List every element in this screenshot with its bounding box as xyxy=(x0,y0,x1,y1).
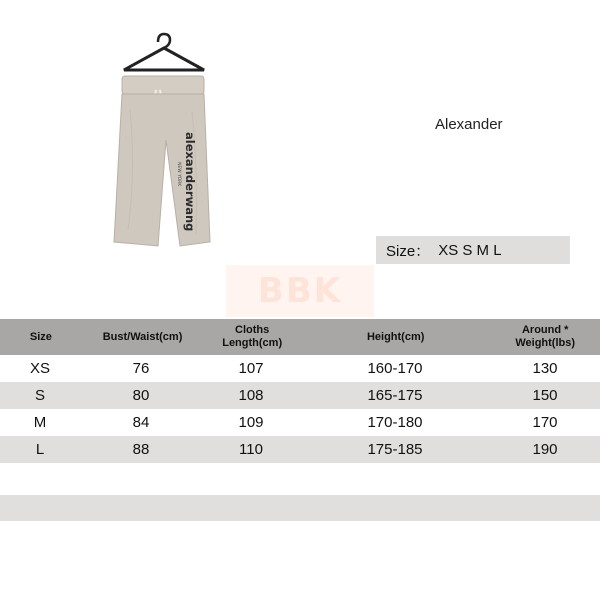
header-bust-waist: Bust/Waist(cm) xyxy=(102,330,183,343)
header-height: Height(cm) xyxy=(366,330,425,343)
cell-bust-waist: 76 xyxy=(132,360,150,377)
cell-weight: 130 xyxy=(532,360,558,377)
cell-height: 165-175 xyxy=(367,387,423,404)
cell-bust-waist: 80 xyxy=(132,387,150,404)
table-row xyxy=(0,436,600,463)
cell-length: 110 xyxy=(239,441,263,458)
cell-weight: 150 xyxy=(532,387,558,404)
header-weight-line2: Weight(lbs) xyxy=(515,337,576,349)
size-availability-band xyxy=(376,236,570,264)
cell-weight: 190 xyxy=(532,441,558,458)
header-weight-line1: Around * xyxy=(521,324,569,336)
size-chart-table xyxy=(0,319,600,463)
pants-print-subtext: NEW YORK xyxy=(176,162,181,187)
cell-bust-waist: 84 xyxy=(132,414,150,431)
watermark-logo: BBK xyxy=(226,265,374,317)
table-row xyxy=(0,382,600,409)
table-row xyxy=(0,355,600,382)
cell-size: XS xyxy=(29,360,50,377)
header-size: Size xyxy=(29,330,52,343)
table-row xyxy=(0,409,600,436)
cell-weight: 170 xyxy=(532,414,558,431)
cell-length: 107 xyxy=(238,360,264,377)
cell-height: 170-180 xyxy=(367,414,423,431)
cell-bust-waist: 88 xyxy=(132,441,150,458)
hanger-bar xyxy=(124,48,204,70)
cell-length: 109 xyxy=(238,414,264,431)
cell-size: M xyxy=(33,414,47,431)
header-cloths-length xyxy=(203,324,301,350)
cell-height: 160-170 xyxy=(367,360,423,377)
product-image xyxy=(100,20,230,260)
size-label: Size： xyxy=(386,242,431,260)
brand-name: Alexander xyxy=(435,116,503,133)
pants-print-logo: alexanderwang xyxy=(183,132,197,232)
hanger-hook xyxy=(158,34,170,48)
pants-waistband xyxy=(122,76,204,94)
cell-size: S xyxy=(34,387,45,404)
header-cloths-line2: Length(cm) xyxy=(222,337,283,349)
pants-illustration xyxy=(100,20,230,260)
cell-length: 108 xyxy=(238,387,264,404)
table-header-row xyxy=(0,319,600,355)
cell-size: L xyxy=(35,441,45,458)
header-weight xyxy=(490,324,600,350)
header-cloths-line1: Cloths xyxy=(235,324,270,336)
footer-band xyxy=(0,495,600,521)
cell-height: 175-185 xyxy=(367,441,423,458)
size-values: XS S M L xyxy=(438,241,502,259)
